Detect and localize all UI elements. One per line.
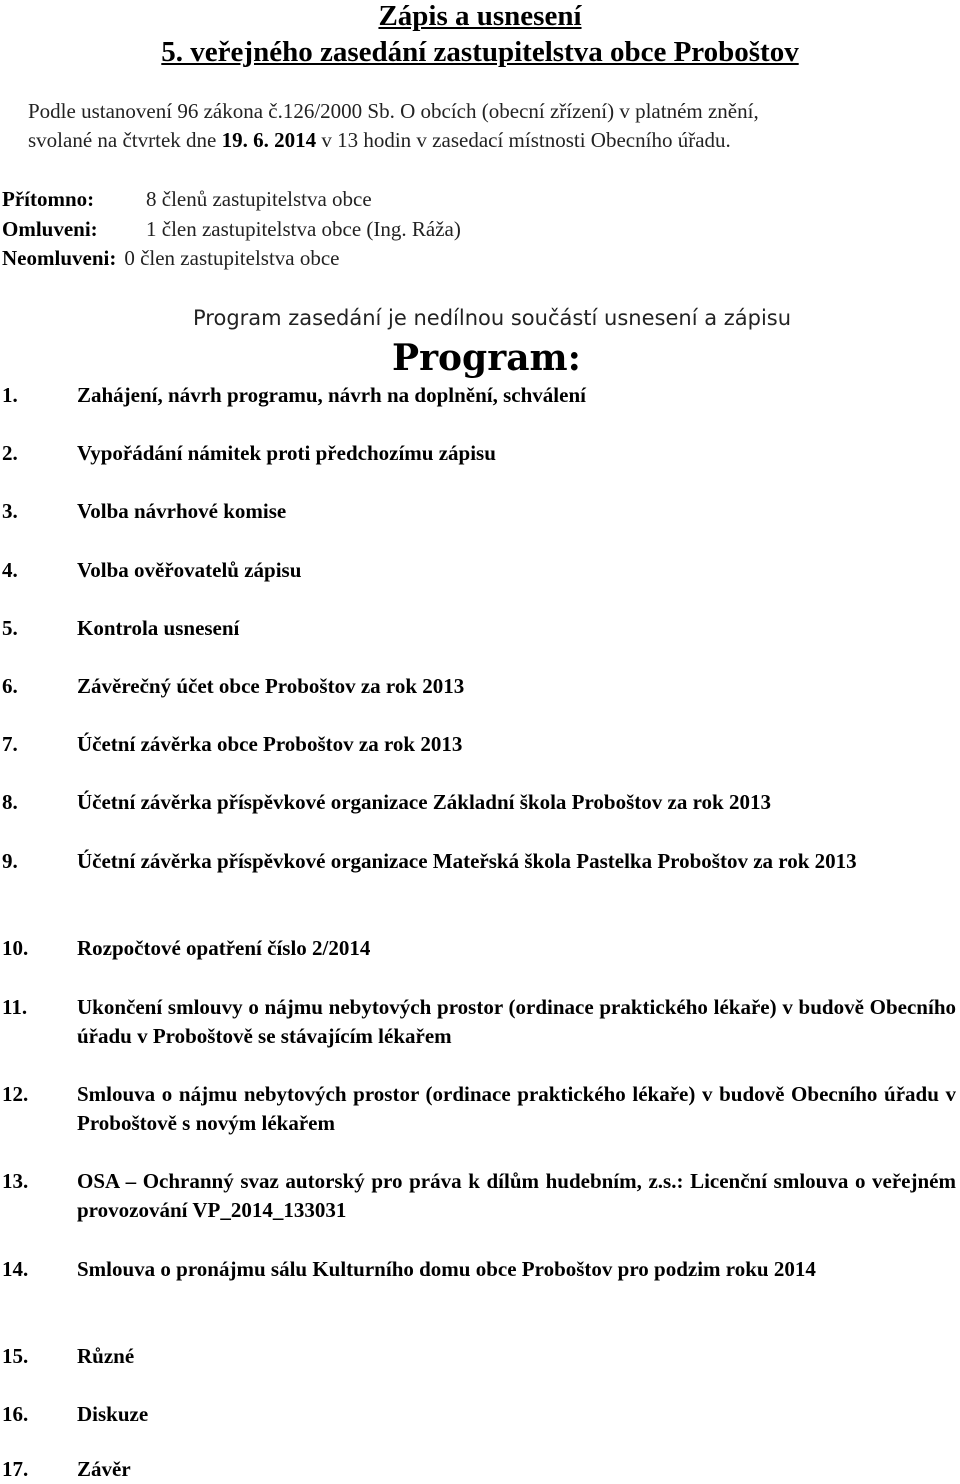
item-number: 7. xyxy=(2,732,18,756)
item-number: 12. xyxy=(2,1082,29,1106)
item-text: Různé xyxy=(77,1344,135,1368)
intro-line-2-end: v 13 hodin v zasedací místnosti Obecního úřadu. xyxy=(316,128,731,152)
item-text: Smlouva o pronájmu sálu Kulturního domu obce Proboštov pro podzim roku 2014 xyxy=(77,1257,816,1281)
item-number: 6. xyxy=(2,674,18,698)
item-number: 9. xyxy=(2,849,18,873)
item-text: Závěr xyxy=(77,1457,131,1481)
item-text: Smlouva o nájmu nebytových prostor (ordinace praktického lékaře) v budově Obecního úřadu v Proboštově s novým lékařem xyxy=(77,1082,956,1135)
item-text: Vypořádání námitek proti předchozímu zápisu xyxy=(77,441,496,465)
item-number: 13. xyxy=(2,1169,29,1193)
item-number: 17. xyxy=(2,1457,29,1481)
item-text: Účetní závěrka příspěvkové organizace Mateřská škola Pastelka Proboštov za rok 2013 xyxy=(77,849,857,873)
item-text: OSA – Ochranný svaz autorský pro práva k dílům hudebním, z.s.: Licenční smlouva o veřejném provozování VP_2014_133031 xyxy=(77,1169,956,1222)
item-number: 2. xyxy=(2,441,18,465)
excused-value: 1 člen zastupitelstva obce (Ing. Ráža) xyxy=(146,217,461,241)
item-number: 14. xyxy=(2,1257,29,1281)
program-heading: Program: xyxy=(392,337,581,379)
item-number: 5. xyxy=(2,616,18,640)
item-number: 3. xyxy=(2,499,18,523)
present-value: 8 členů zastupitelstva obce xyxy=(146,187,372,211)
item-text: Závěrečný účet obce Proboštov za rok 2013 xyxy=(77,674,465,698)
excused-label: Omluveni: xyxy=(2,217,98,241)
item-text: Rozpočtové opatření číslo 2/2014 xyxy=(77,936,371,960)
attendance-excused xyxy=(2,215,461,243)
intro-line-1: Podle ustanovení 96 zákona č.126/2000 Sb. O obcích (obecní zřízení) v platném znění, xyxy=(28,99,759,123)
item-text: Účetní závěrka příspěvkové organizace Základní škola Proboštov za rok 2013 xyxy=(77,790,771,814)
present-label: Přítomno: xyxy=(2,187,95,211)
attendance-unexcused xyxy=(2,244,340,272)
item-text: Volba návrhové komise xyxy=(77,499,287,523)
item-text: Diskuze xyxy=(77,1402,149,1426)
item-number: 4. xyxy=(2,558,18,582)
item-number: 11. xyxy=(2,995,28,1019)
document-title: Zápis a usnesení xyxy=(378,0,582,32)
attendance-present xyxy=(2,185,372,213)
item-text: Kontrola usnesení xyxy=(77,616,240,640)
intro-line-2-start: svolané na čtvrtek dne xyxy=(28,128,222,152)
item-number: 15. xyxy=(2,1344,29,1368)
item-text: Zahájení, návrh programu, návrh na doplnění, schválení xyxy=(77,383,586,407)
item-number: 16. xyxy=(2,1402,29,1426)
intro-line-2 xyxy=(28,126,940,155)
item-number: 8. xyxy=(2,790,18,814)
meeting-date: 19. 6. 2014 xyxy=(221,128,317,152)
document-subtitle: 5. veřejného zasedání zastupitelstva obce Proboštov xyxy=(161,36,799,68)
item-text: Ukončení smlouvy o nájmu nebytových prostor (ordinace praktického lékaře) v budově Obecního úřadu v Proboštově se stávajícím lékařem xyxy=(77,995,956,1048)
item-text: Volba ověřovatelů zápisu xyxy=(77,558,302,582)
unexcused-value: 0 člen zastupitelstva obce xyxy=(124,246,340,270)
item-number: 1. xyxy=(2,383,18,407)
unexcused-label: Neomluveni: xyxy=(2,246,117,270)
item-number: 10. xyxy=(2,936,29,960)
program-note: Program zasedání je nedílnou součástí usnesení a zápisu xyxy=(193,306,792,330)
item-text: Účetní závěrka obce Proboštov za rok 2013 xyxy=(77,732,463,756)
